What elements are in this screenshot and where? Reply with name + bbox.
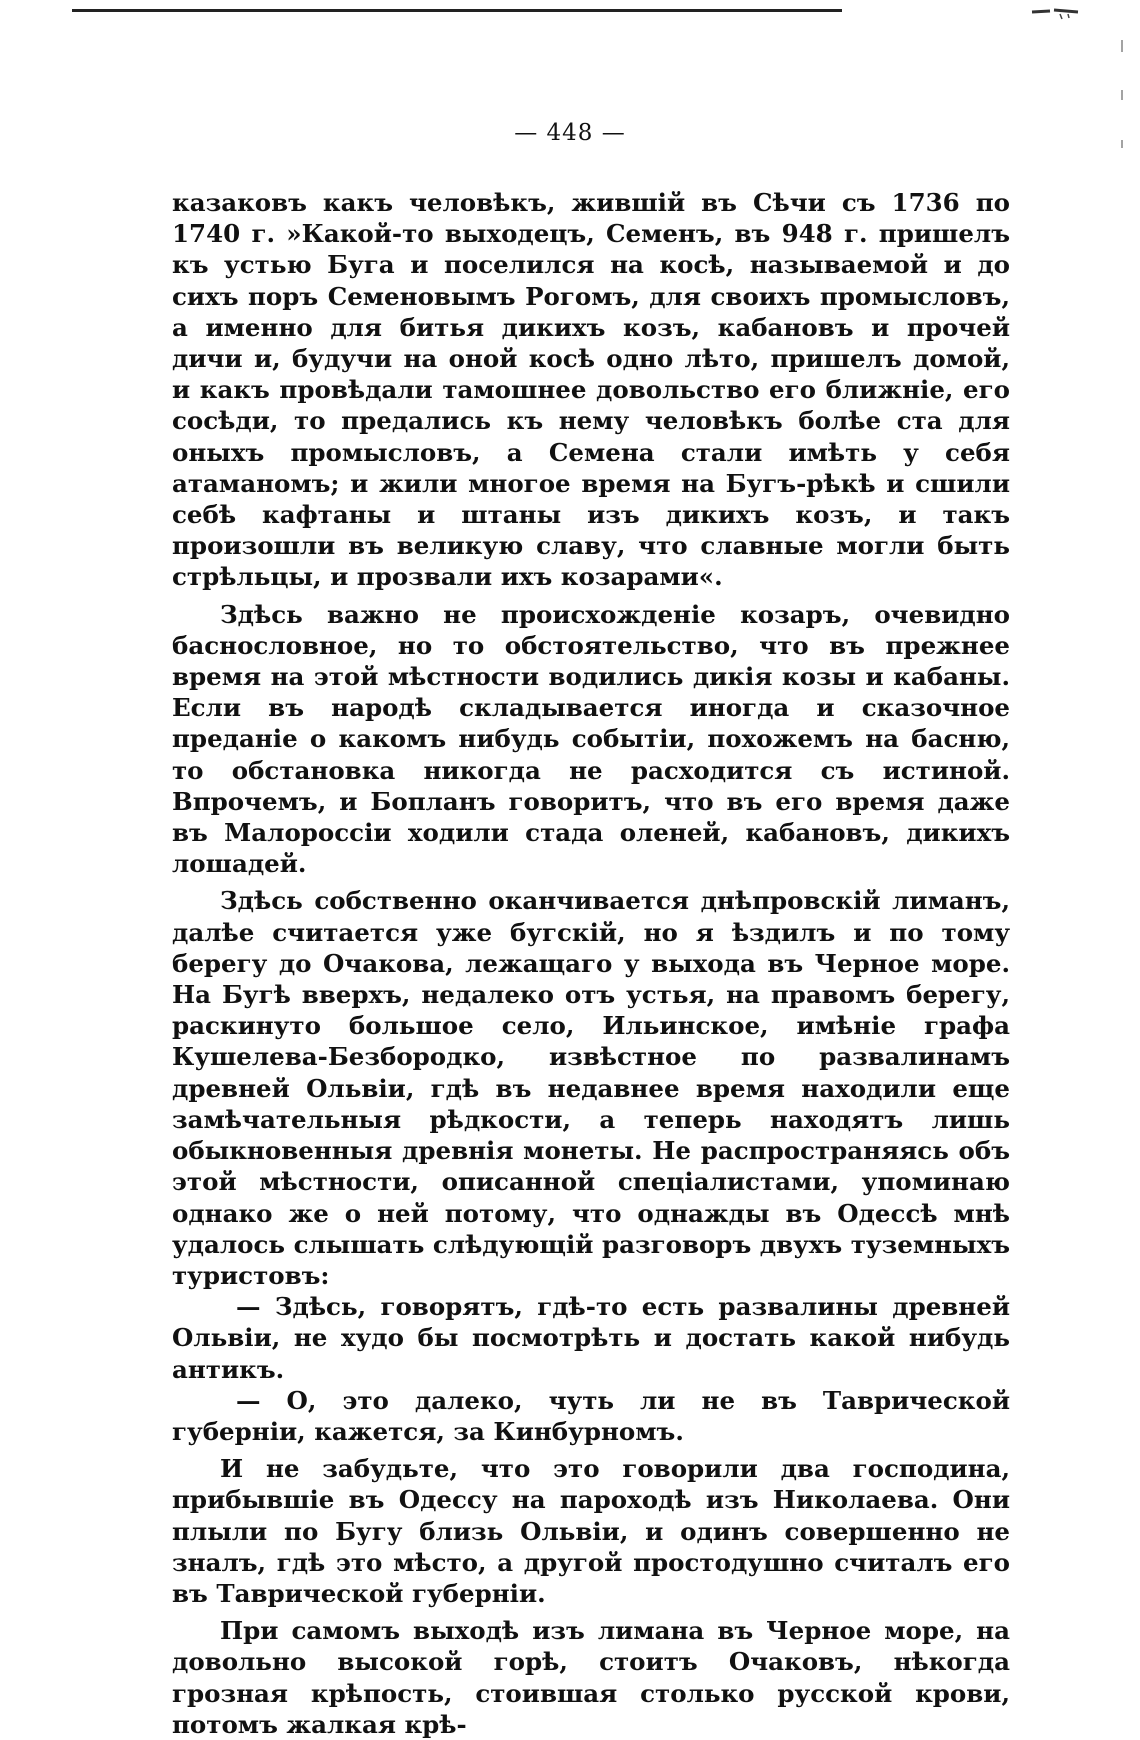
edge-scan-marks xyxy=(1120,30,1124,170)
paragraph-two-gentlemen: И не забудьте, что это говорили два господина, прибывшіе въ Одессу на пароходѣ изъ Николаева. Они плыли по Бугу близь Ольвіи, и одинъ совершенно не зналъ, гдѣ это мѣсто, а другой простодушно считалъ его въ Таврической губерніи. xyxy=(172,1454,1010,1608)
paragraph-dnieper-estuary: Здѣсь собственно оканчивается днѣпровскій лиманъ, далѣе считается уже бугскій, но я ѣздилъ и по тому берегу до Очакова, лежащаго у выхода въ Черное море. На Бугѣ вверхъ, недалеко отъ устья, на правомъ берегу, раскинуто большое село, Ильинское, имѣніе графа Кушелева-Безбородко, извѣстное по развалинамъ древней Ольвіи, гдѣ въ недавнее время находили еще замѣчательныя рѣдкости, а теперь находятъ лишь обыкновенныя древнія монеты. Не распространяясь объ этой мѣстности, описанной спеціалистами, упоминаю однако же о ней потому, что однажды въ Одессѣ мнѣ удалось слышать слѣдующій разговоръ двухъ туземныхъ туристовъ: xyxy=(172,886,1010,1290)
page-number: — 448 — xyxy=(514,120,626,146)
top-rule xyxy=(72,9,842,12)
paragraph-quote-continuation: казаковъ какъ человѣкъ, жившій въ Сѣчи съ 1736 по 1740 г. »Какой-то выходецъ, Семенъ, въ 948 г. пришелъ къ устью Буга и поселился на косѣ, называемой и до сихъ поръ Семеновымъ Рогомъ, для своихъ промысловъ, а именно для битья дикихъ козъ, кабановъ и прочей дичи и, будучи на оной косѣ одно лѣто, пришелъ домой, и какъ провѣдали тамошнее довольство его ближніе, его сосѣди, то предались къ нему человѣкъ болѣе ста для оныхъ промысловъ, а Семена стали имѣть у себя атаманомъ; и жили многое время на Бугъ-рѣкѣ и сшили себѣ кафтаны и штаны изъ дикихъ козъ, и такъ произошли въ великую славу, что славные могли быть стрѣльцы, и прозвали ихъ козарами«. xyxy=(172,188,1010,592)
paragraph-dialogue-line-2: — О, это далеко, чуть ли не въ Таврической губерніи, кажется, за Кинбурномъ. xyxy=(172,1385,1010,1446)
corner-print-mark xyxy=(1030,6,1082,20)
paragraph-dialogue-line-1: — Здѣсь, говорятъ, гдѣ-то есть развалины древней Ольвіи, не худо бы посмотрѣть и достать какой нибудь антикъ. xyxy=(172,1292,1010,1384)
paragraph-ochakov: При самомъ выходѣ изъ лимана въ Черное море, на довольно высокой горѣ, стоитъ Очаковъ, нѣкогда грозная крѣпость, стоившая столько русской крови, потомъ жалкая крѣ- xyxy=(172,1616,1010,1739)
paragraph-kozary-origin: Здѣсь важно не происхожденіе козаръ, очевидно баснословное, но то обстоятельство, что въ прежнее время на этой мѣстности водились дикія козы и кабаны. Если въ народѣ складывается иногда и сказочное преданіе о какомъ нибудь событіи, похожемъ на басню, то обстановка никогда не расходится съ истиной. Впрочемъ, и Бопланъ говоритъ, что въ его время даже въ Малороссіи ходили стада оленей, кабановъ, дикихъ лошадей. xyxy=(172,599,1010,879)
page-body xyxy=(172,187,1010,1740)
